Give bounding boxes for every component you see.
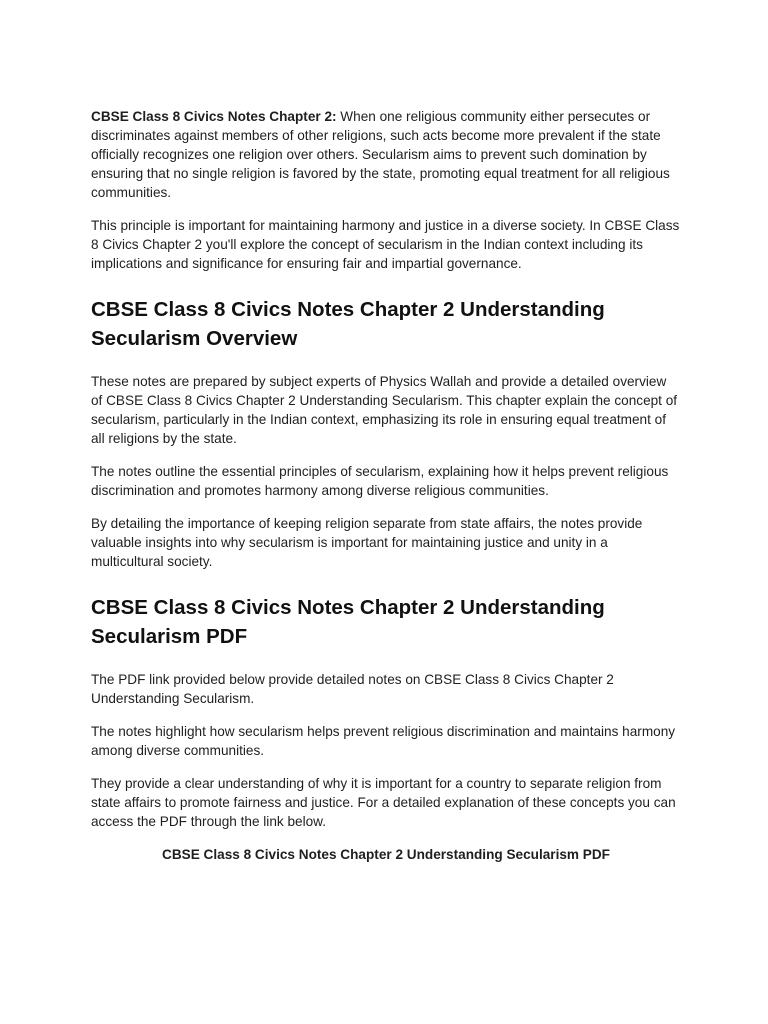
pdf-paragraph-3: They provide a clear understanding of why it is important for a country to separate religion from state affairs to promote fairness and justice. For a detailed explanation of these concepts you can access the PDF through the link below. — [91, 776, 676, 829]
intro-text: When one religious community either persecutes or discriminates against members of other religions, such acts become more prevalent if the state officially recognizes one religion over others. Secularism aims to prevent such domination by ensuring that no single religion is favored by the state, promoting equal treatment for all religious communities. — [91, 109, 670, 200]
pdf-paragraph-2: The notes highlight how secularism helps prevent religious discrimination and maintains harmony among diverse communities. — [91, 724, 676, 758]
intro-lead: CBSE Class 8 Civics Notes Chapter 2: — [91, 109, 337, 124]
overview-paragraph-1: These notes are prepared by subject experts of Physics Wallah and provide a detailed overview of CBSE Class 8 Civics Chapter 2 Understanding Secularism. This chapter explain the concept of secularism, particularly in the Indian context, emphasizing its role in ensuring equal treatment of all religions by the state. — [91, 374, 678, 446]
overview-paragraph-2: The notes outline the essential principles of secularism, explaining how it helps prevent religious discrimination and promotes harmony among diverse religious communities. — [91, 464, 669, 498]
overview-heading: CBSE Class 8 Civics Notes Chapter 2 Understanding Secularism Overview — [91, 298, 605, 350]
pdf-paragraph-1: The PDF link provided below provide detailed notes on CBSE Class 8 Civics Chapter 2 Understanding Secularism. — [91, 672, 614, 706]
pdf-link[interactable]: CBSE Class 8 Civics Notes Chapter 2 Understanding Secularism PDF — [162, 847, 610, 862]
intro-paragraph — [91, 107, 681, 202]
document-page — [91, 107, 681, 864]
pdf-heading: CBSE Class 8 Civics Notes Chapter 2 Understanding Secularism PDF — [91, 596, 605, 648]
overview-paragraph-3: By detailing the importance of keeping religion separate from state affairs, the notes provide valuable insights into why secularism is important for maintaining justice and unity in a multicultural society. — [91, 516, 643, 569]
intro-paragraph-2: This principle is important for maintaining harmony and justice in a diverse society. In CBSE Class 8 Civics Chapter 2 you'll explore the concept of secularism in the Indian context including its implications and significance for ensuring fair and impartial governance. — [91, 218, 680, 271]
